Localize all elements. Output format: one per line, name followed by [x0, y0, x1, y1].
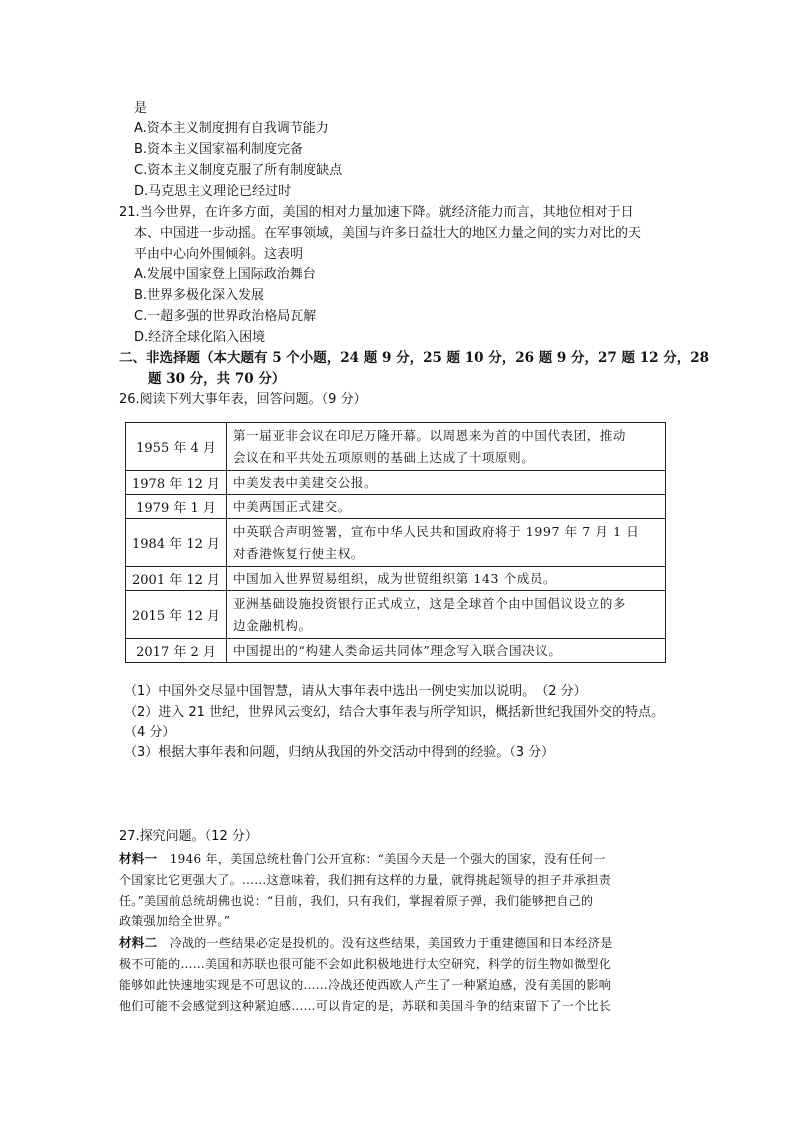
material-1-line-4: 政策强加给全世界。”: [119, 914, 231, 928]
table-row: [126, 639, 666, 663]
event-description: 亚洲基础设施投资银行正式成立，这是全球首个由中国倡议设立的多 边金融机构。: [227, 591, 666, 639]
event-date: 1984 年 12 月: [126, 519, 227, 567]
q21-stem-line-3: 平由中心向外围倾斜。这表明: [134, 247, 304, 262]
event-date: 2001 年 12 月: [126, 567, 227, 591]
material-2-line-1: 材料二 冷战的一些结果必定是投机的。没有这些结果，美国致力于重建德国和日本经济是: [119, 935, 613, 950]
table-row: [126, 423, 666, 471]
q20-option-b: B.资本主义国家福利制度完备: [134, 142, 304, 157]
event-description: 中英联合声明签署，宣布中华人民共和国政府将于 1997 年 7 月 1 日 对香港恢复行使主权。: [227, 519, 666, 567]
q20-option-d: D.马克思主义理论已经过时: [134, 184, 292, 199]
q26-title: 26.阅读下列大事年表，回答问题。（9 分）: [119, 392, 367, 407]
table-row: [126, 567, 666, 591]
material-1-line-2: 个国家比它更强大了。……这意味着，我们拥有这样的力量，就得挑起领导的担子并承担责: [119, 873, 612, 887]
table-row: [126, 471, 666, 495]
chronology-table: [125, 422, 666, 663]
q21-option-c: C.一超多强的世界政治格局瓦解: [134, 309, 317, 324]
event-date: 2017 年 2 月: [126, 639, 227, 663]
material-1-line-1: 材料一 1946 年，美国总统杜鲁门公开宣称：“美国今天是一个强大的国家，没有任何一: [119, 851, 606, 866]
table-row: [126, 591, 666, 639]
event-description: 中美两国正式建交。: [227, 495, 666, 519]
material-2-line-3: 能够如此快速地实现是不可思议的……冷战还使西欧人产生了一种紧迫感，没有美国的影响: [119, 978, 612, 992]
event-description: 中国加入世界贸易组织，成为世贸组织第 143 个成员。: [227, 567, 666, 591]
event-description: 第一届亚非会议在印尼万隆开幕。以周恩来为首的中国代表团，推动 会议在和平共处五项原则的基础上达成了十项原则。: [227, 423, 666, 471]
q21-option-a: A.发展中国家登上国际政治舞台: [134, 267, 316, 282]
material-1-line-3: 任。”美国前总统胡佛也说：“目前，我们，只有我们，掌握着原子弹，我们能够把自己的: [119, 894, 594, 908]
q26-sub-question-2-line-2: （4 分）: [124, 725, 176, 740]
q21-stem-line-1: 21.当今世界，在许多方面，美国的相对力量加速下降。就经济能力而言，其地位相对于日: [119, 205, 634, 220]
q26-sub-question-1: （1）中国外交尽显中国智慧，请从大事年表中选出一例史实加以说明。 （2 分）: [124, 684, 587, 699]
section2-heading-line-2: 题 30 分，共 70 分）: [148, 371, 286, 387]
q21-option-d: D.经济全球化陷入困境: [134, 330, 266, 345]
material-2-line-2: 极不可能的……美国和苏联也很可能不会如此积极地进行太空研究，科学的衍生物如微型化: [119, 957, 612, 971]
q21-option-b: B.世界多极化深入发展: [134, 288, 265, 303]
q20-option-c: C.资本主义制度克服了所有制度缺点: [134, 163, 343, 178]
table-row: [126, 495, 666, 519]
section2-heading-line-1: 二、非选择题（本大题有 5 个小题，24 题 9 分，25 题 10 分，26 题 9 分，27 题 12 分，28: [119, 350, 709, 366]
material-1-label: 材料一: [119, 851, 158, 866]
event-description: 中国提出的“构建人类命运共同体”理念写入联合国决议。: [227, 639, 666, 663]
q20-stem-end: 是: [134, 101, 148, 116]
event-description: 中美发表中美建交公报。: [227, 471, 666, 495]
q21-stem-line-2: 本、中国进一步动摇。在军事领域，美国与许多日益壮大的地区力量之间的实力对比的天: [134, 226, 642, 241]
q26-sub-question-3: （3）根据大事年表和问题，归纳从我国的外交活动中得到的经验。（3 分）: [124, 745, 555, 760]
q27-title: 27.探究问题。（12 分）: [119, 829, 258, 844]
material-2-line-4: 他们可能不会感觉到这种紧迫感……可以肯定的是，苏联和美国斗争的结束留下了一个比长: [119, 999, 612, 1013]
event-date: 1978 年 12 月: [126, 471, 227, 495]
q26-sub-question-2-line-1: （2）进入 21 世纪，世界风云变幻，结合大事年表与所学知识，概括新世纪我国外交的特点。: [124, 705, 665, 720]
q20-option-a: A.资本主义制度拥有自我调节能力: [134, 121, 329, 136]
event-date: 1979 年 1 月: [126, 495, 227, 519]
event-date: 2015 年 12 月: [126, 591, 227, 639]
table-row: [126, 519, 666, 567]
material-2-label: 材料二: [119, 935, 158, 950]
event-date: 1955 年 4 月: [126, 423, 227, 471]
